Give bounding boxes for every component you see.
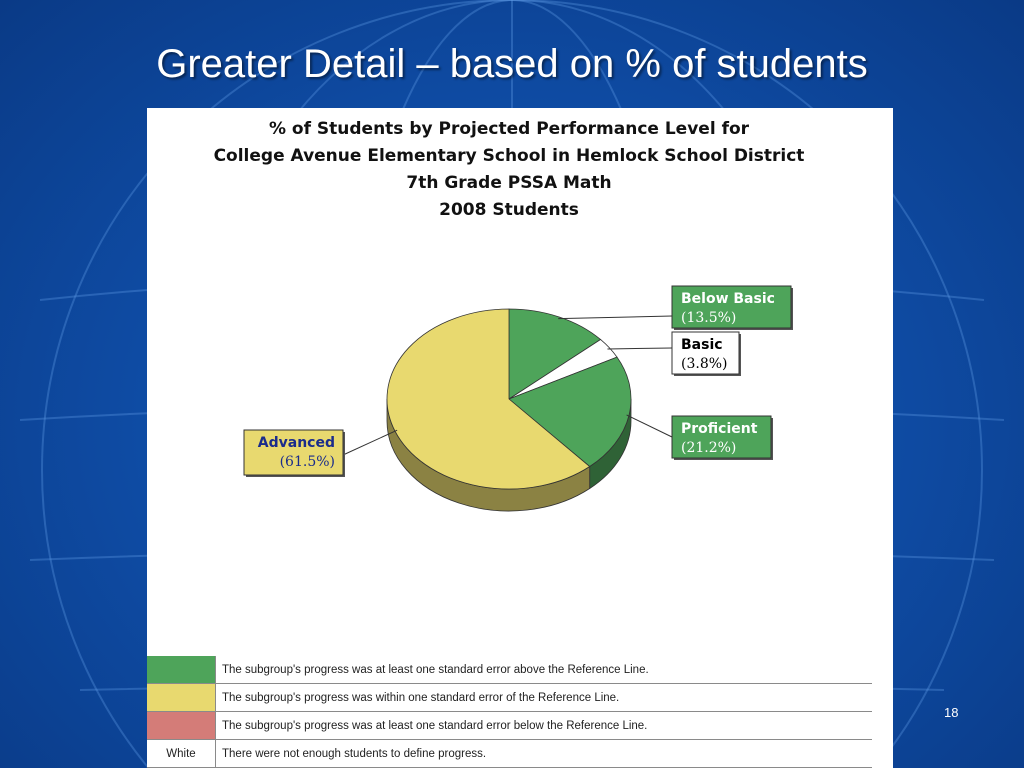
legend-swatch-green (147, 656, 216, 684)
legend-text: The subgroup's progress was at least one standard error above the Reference Line. (216, 656, 873, 684)
label-name-proficient: Proficient (681, 421, 758, 437)
label-leader-line-advanced (343, 430, 397, 455)
chart-title-line-1: % of Students by Projected Performance Level for (268, 119, 750, 139)
legend-text: The subgroup's progress was within one standard error of the Reference Line. (216, 684, 873, 712)
legend-swatch-red (147, 712, 216, 740)
legend-text: There were not enough students to define progress. (216, 740, 873, 768)
chart-title-line-4: 2008 Students (439, 200, 579, 220)
label-value-basic: (3.8%) (681, 356, 728, 372)
slide-title: Greater Detail – based on % of students (156, 42, 868, 86)
legend-text: The subgroup's progress was at least one standard error below the Reference Line. (216, 712, 873, 740)
chart-title-line-2: College Avenue Elementary School in Hemlock School District (213, 146, 805, 166)
label-value-below-basic: (13.5%) (681, 310, 737, 326)
page-number: 18 (944, 705, 959, 720)
label-value-advanced: (61.5%) (279, 454, 335, 470)
label-name-below-basic: Below Basic (681, 291, 775, 307)
legend-row (147, 740, 872, 768)
label-name-basic: Basic (681, 337, 723, 353)
legend-swatch-white: White (147, 740, 216, 768)
legend-row (147, 656, 872, 684)
label-name-advanced: Advanced (257, 435, 335, 451)
label-leader-line-basic (607, 348, 672, 349)
label-leader-line-proficient (627, 415, 672, 437)
label-value-proficient: (21.2%) (681, 440, 737, 456)
legend-row (147, 684, 872, 712)
pie-chart (147, 108, 893, 648)
chart-title-line-3: 7th Grade PSSA Math (406, 173, 612, 193)
chart-panel (147, 108, 893, 768)
label-leader-line-below-basic (558, 316, 672, 319)
legend-row (147, 712, 872, 740)
progress-legend-table (147, 656, 872, 768)
legend-swatch-yellow (147, 684, 216, 712)
